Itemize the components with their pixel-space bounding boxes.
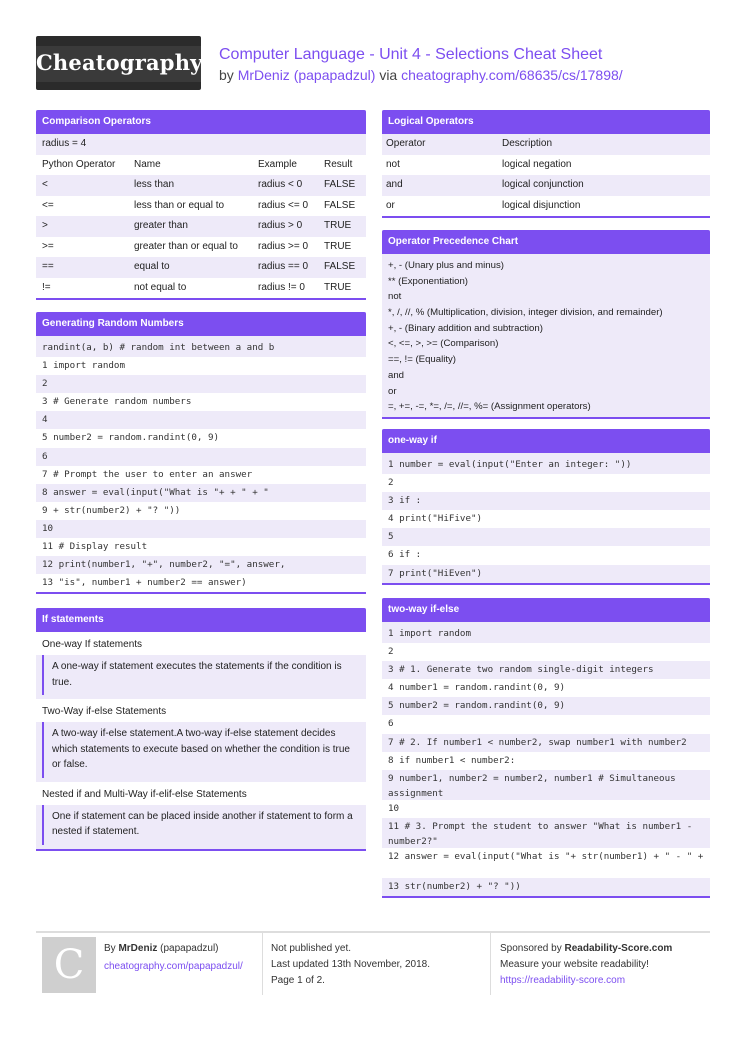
table-cell: radius != 0 — [258, 281, 305, 293]
precedence-line: ** (Exponentiation) — [388, 275, 468, 287]
table-cell: or — [386, 199, 395, 211]
precedence-line: not — [388, 291, 402, 303]
table-cell: == — [42, 261, 54, 272]
footer-separator — [490, 933, 491, 995]
code-line: 10 — [42, 522, 54, 534]
table-row — [36, 196, 366, 217]
header-cell: Example — [258, 158, 297, 170]
table-cell: TRUE — [324, 281, 352, 293]
code-line: 1 import random — [388, 628, 471, 639]
sponsor-prefix: Sponsored by — [500, 943, 562, 954]
table-cell: > — [42, 220, 48, 231]
code-line: randint(a, b) # random int between a and b — [42, 342, 275, 353]
footer-author-handle: (papapadzul) — [160, 943, 219, 954]
header-cell: Description — [502, 138, 553, 149]
footer-status — [271, 941, 430, 989]
table-cell: <= — [42, 199, 54, 211]
byline-by: by — [219, 67, 234, 83]
one-way-if-box — [382, 429, 710, 585]
code-line: 5 — [388, 531, 394, 543]
table-row — [36, 216, 366, 237]
table-row — [36, 257, 366, 278]
code-line: 8 answer = eval(input("What is "+ + " + " — [42, 486, 269, 498]
header-cell: Python Operator — [42, 158, 116, 170]
table-cell: FALSE — [324, 261, 356, 272]
code-line: 7 print("HiEven") — [388, 567, 483, 579]
precedence-line: =, +=, -=, *=, /=, //=, %= (Assignment operators) — [388, 401, 591, 413]
code-line: 7 # 2. If number1 < number2, swap number1 with number2 — [388, 736, 687, 748]
qa-answer: A two-way if-else statement.A two-way if-else statement decides which statements to execute based on whether the condition is true or false. — [42, 722, 360, 778]
comparison-header-row — [36, 155, 366, 176]
qa-block — [36, 782, 366, 849]
code-line: 13 str(number2) + "? ")) — [388, 880, 521, 892]
code-line: 1 number = eval(input("Enter an integer: ")) — [388, 459, 632, 470]
table-cell: logical negation — [502, 158, 572, 170]
table-row — [36, 278, 366, 299]
code-line: 12 print(number1, "+", number2, "=", answer, — [42, 559, 286, 571]
precedence-line: +, - (Unary plus and minus) — [388, 260, 504, 271]
table-cell: radius >= 0 — [258, 240, 309, 252]
table-row — [36, 237, 366, 258]
code-line: 9 number1, number2 = number2, number1 # Simultaneous assignment — [388, 772, 676, 799]
cheatography-logo[interactable] — [36, 36, 201, 90]
publish-status: Not published yet. — [271, 943, 352, 954]
header-cell: Result — [324, 158, 353, 170]
two-way-if-title: two-way if-else — [382, 598, 710, 622]
footer-author-link[interactable]: cheatography.com/papapadzul/ — [104, 961, 243, 972]
table-cell: >= — [42, 240, 54, 252]
code-line: 8 if number1 < number2: — [382, 752, 710, 770]
code-line: 13 "is", number1 + number2 == answer) — [36, 574, 366, 592]
code-line: 4 — [42, 414, 48, 426]
table-cell: radius == 0 — [258, 261, 309, 272]
precedence-line: *, /, //, % (Multiplication, division, integer division, and remainder) — [388, 307, 663, 319]
table-cell: not equal to — [134, 281, 187, 293]
comparison-note: radius = 4 — [42, 138, 87, 149]
footer-divider — [36, 931, 710, 933]
two-way-if-box — [382, 598, 710, 898]
logical-operators-box — [382, 110, 710, 218]
table-cell: greater than or equal to — [134, 240, 238, 252]
precedence-line: and — [388, 369, 405, 381]
code-line: 1 import random — [36, 357, 366, 375]
code-line: 3 if : — [388, 495, 422, 507]
precedence-line: +, - (Binary addition and subtraction) — [388, 322, 543, 334]
table-cell: radius < 0 — [258, 179, 303, 190]
precedence-line: or — [388, 385, 397, 397]
last-updated: Last updated 13th November, 2018. — [271, 959, 431, 970]
precedence-title: Operator Precedence Chart — [382, 230, 710, 254]
table-cell: < — [42, 179, 48, 190]
table-cell: logical disjunction — [502, 199, 581, 211]
table-cell: less than or equal to — [134, 199, 225, 211]
footer-author — [104, 941, 243, 975]
if-statements-title: If statements — [36, 608, 366, 632]
code-line: 3 # 1. Generate two random single-digit integers — [388, 664, 654, 676]
code-line: 6 — [42, 450, 48, 462]
table-cell: greater than — [134, 220, 188, 231]
precedence-line: ==, != (Equality) — [388, 354, 456, 366]
code-line: 11 # 3. Prompt the student to answer "What is number1 - number2?" — [388, 820, 693, 847]
page-title[interactable]: Computer Language - Unit 4 - Selections Cheat Sheet — [219, 46, 603, 63]
random-numbers-box — [36, 312, 366, 594]
table-row — [382, 175, 710, 196]
code-line: 4 print("HiFive") — [382, 510, 710, 528]
byline — [219, 67, 623, 83]
code-line: 4 number1 = random.randint(0, 9) — [382, 679, 710, 697]
table-cell: != — [42, 281, 51, 293]
table-row — [382, 196, 710, 217]
table-row — [36, 175, 366, 196]
precedence-line: <, <=, >, >= (Comparison) — [388, 338, 499, 350]
qa-question: Nested if and Multi-Way if-elif-else Statements — [36, 782, 366, 805]
code-line: 3 # Generate random numbers — [36, 393, 366, 411]
code-line: 9 + str(number2) + "? ")) — [36, 502, 366, 520]
page-number: Page 1 of 2. — [271, 975, 325, 986]
sponsor-tagline: Measure your website readability! — [500, 959, 649, 970]
qa-block — [36, 699, 366, 782]
footer-by: By — [104, 943, 116, 954]
if-statements-box — [36, 608, 366, 851]
table-cell: FALSE — [324, 179, 356, 190]
code-line: 10 — [382, 800, 710, 818]
author-link[interactable]: MrDeniz (papapadzul) — [237, 67, 376, 83]
qa-answer: One if statement can be placed inside another if statement to form a nested if statement. — [42, 805, 360, 845]
code-line: 11 # Display result — [36, 538, 366, 556]
table-cell: equal to — [134, 261, 170, 272]
logo-text: Cheatography — [36, 50, 203, 75]
byline-via: via — [379, 67, 398, 83]
logical-operators-title: Logical Operators — [382, 110, 710, 134]
logical-header-row — [382, 134, 710, 155]
code-line: 5 number2 = random.randint(0, 9) — [36, 429, 366, 447]
code-line: 2 — [382, 474, 710, 492]
code-line: 7 # Prompt the user to enter an answer — [36, 466, 366, 484]
code-line: 12 answer = eval(input("What is "+ str(number1) + " - " + — [382, 848, 710, 878]
code-line: 2 — [382, 643, 710, 661]
table-cell: FALSE — [324, 199, 356, 211]
sponsor-link[interactable]: https://readability-score.com — [500, 975, 626, 986]
code-line: 6 if : — [382, 546, 710, 564]
table-cell: and — [386, 179, 403, 190]
table-cell: not — [386, 158, 400, 170]
qa-question: One-way If statements — [36, 632, 366, 655]
table-cell: radius <= 0 — [258, 199, 309, 211]
code-line: 5 number2 = random.randint(0, 9) — [388, 700, 566, 712]
random-numbers-title: Generating Random Numbers — [36, 312, 366, 336]
table-row — [382, 155, 710, 176]
footer-author-name[interactable]: MrDeniz — [118, 943, 158, 954]
table-cell: TRUE — [324, 240, 352, 252]
table-cell: logical conjunction — [502, 179, 584, 190]
sponsor-name[interactable]: Readability-Score.com — [564, 943, 673, 954]
one-way-if-title: one-way if — [382, 429, 710, 453]
qa-answer: A one-way if statement executes the statements if the condition is true. — [42, 655, 360, 695]
code-line: 6 — [382, 715, 710, 733]
footer-sponsor — [500, 941, 672, 989]
table-cell: TRUE — [324, 220, 352, 231]
comparison-operators-box — [36, 110, 366, 300]
comparison-operators-title: Comparison Operators — [36, 110, 366, 134]
author-avatar[interactable]: C — [42, 937, 96, 993]
table-cell: radius > 0 — [258, 220, 303, 231]
footer-separator — [262, 933, 263, 995]
table-cell: less than — [134, 179, 175, 190]
precedence-box — [382, 230, 710, 419]
sheet-url-link[interactable]: cheatography.com/68635/cs/17898/ — [401, 67, 623, 83]
qa-question: Two-Way if-else Statements — [36, 699, 366, 722]
header-cell: Name — [134, 158, 161, 170]
header-cell: Operator — [386, 138, 426, 149]
code-line: 2 — [42, 378, 48, 390]
qa-block — [36, 632, 366, 699]
